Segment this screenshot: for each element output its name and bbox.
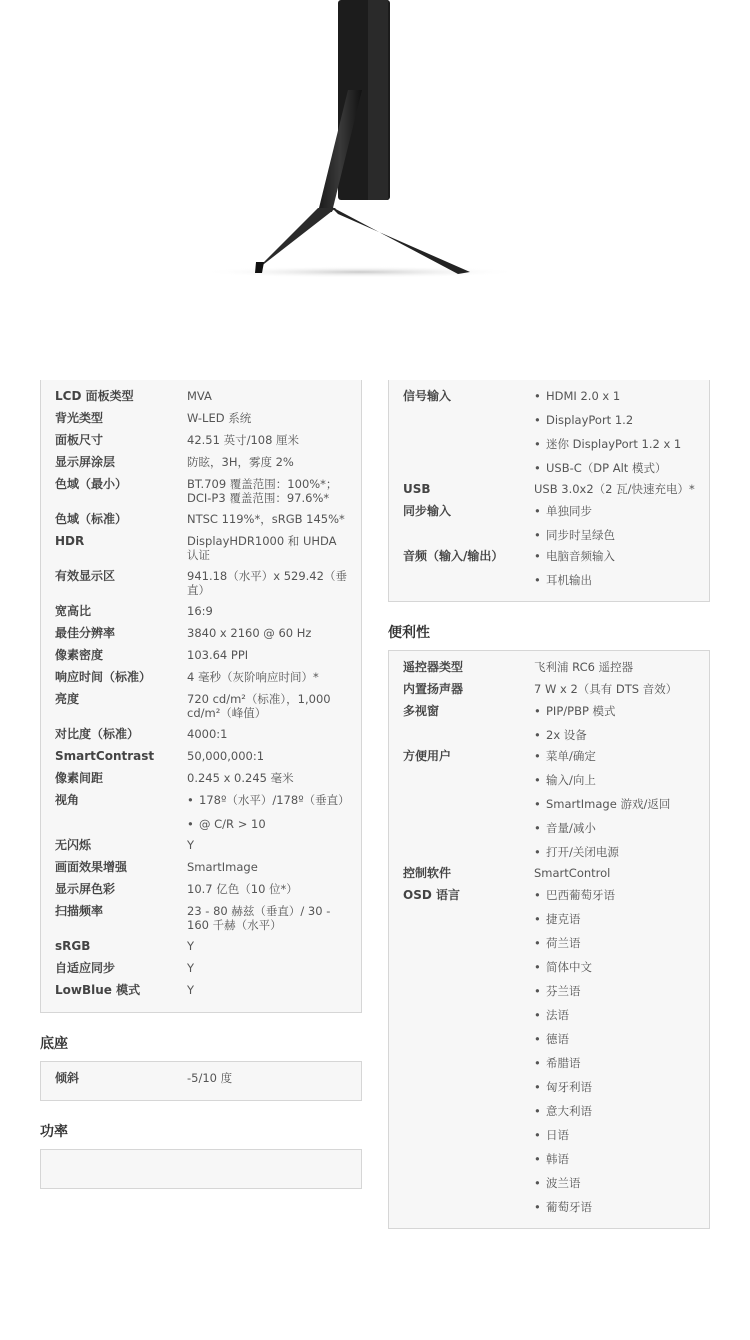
spec-row [41, 724, 361, 746]
spec-value: 720 cd/m²（标准），1,000 cd/m²（峰值） [187, 692, 331, 720]
spec-list-item: • 音量/减小 [534, 821, 696, 835]
spec-list-item: • 韩语 [534, 1152, 696, 1166]
spec-label: 对比度（标准） [55, 727, 140, 741]
stand-section-title: 底座 [40, 1036, 68, 1052]
spec-row [41, 980, 361, 1002]
spec-list-item: • 日语 [534, 1128, 696, 1142]
spec-label: 宽高比 [55, 604, 92, 618]
spec-list-item: • USB-C（DP Alt 模式） [534, 461, 696, 475]
spec-row [41, 452, 361, 474]
spec-row [41, 623, 361, 645]
spec-row [389, 479, 709, 501]
product-image [0, 0, 750, 380]
spec-row [41, 835, 361, 857]
spec-label: 亮度 [55, 692, 80, 706]
spec-list-item: • 法语 [534, 1008, 696, 1022]
spec-row [41, 408, 361, 430]
spec-label: 最佳分辨率 [55, 626, 116, 640]
spec-label: 控制软件 [403, 866, 452, 880]
spec-label: 倾斜 [55, 1071, 80, 1085]
spec-value: 23 - 80 赫兹（垂直）/ 30 - 160 千赫（水平） [187, 904, 331, 932]
spec-row [41, 790, 361, 835]
spec-label: 背光类型 [55, 411, 104, 425]
spec-label: 自适应同步 [55, 961, 116, 975]
spec-label: 无闪烁 [55, 838, 92, 852]
spec-value: W-LED 系统 [187, 411, 252, 425]
spec-row [41, 879, 361, 901]
spec-row [41, 601, 361, 623]
power-spec-panel [40, 1149, 362, 1189]
spec-label: 扫描频率 [55, 904, 104, 918]
spec-row [41, 901, 361, 936]
spec-list-item: • 打开/关闭电源 [534, 845, 696, 859]
spec-row [389, 546, 709, 591]
spec-row [389, 679, 709, 701]
spec-label: sRGB [55, 939, 91, 953]
spec-row [41, 645, 361, 667]
spec-label: HDR [55, 534, 85, 548]
spec-list-item: • 葡萄牙语 [534, 1200, 696, 1214]
spec-label: OSD 语言 [403, 888, 460, 902]
spec-value [534, 389, 696, 475]
spec-label: 显示屏涂层 [55, 455, 116, 469]
spec-list-item: • 匈牙利语 [534, 1080, 696, 1094]
spec-label: 像素间距 [55, 771, 104, 785]
spec-row [41, 768, 361, 790]
convenience-section-title: 便利性 [388, 625, 430, 641]
spec-row [41, 958, 361, 980]
spec-label: 遥控器类型 [403, 660, 464, 674]
spec-row [41, 857, 361, 879]
spec-value: NTSC 119%*，sRGB 145%* [187, 512, 345, 526]
spec-value: 4 毫秒（灰阶响应时间）* [187, 670, 319, 684]
spec-list-item: • HDMI 2.0 x 1 [534, 389, 696, 403]
spec-list-item: • 同步时呈绿色 [534, 528, 696, 542]
spec-list-item: • 捷克语 [534, 912, 696, 926]
spec-row [389, 746, 709, 863]
spec-value: 飞利浦 RC6 遥控器 [534, 660, 634, 674]
spec-label: 画面效果增强 [55, 860, 128, 874]
spec-label: LCD 面板类型 [55, 389, 134, 403]
spec-value: 4000:1 [187, 727, 228, 741]
spec-value: Y [187, 961, 195, 975]
spec-label: 显示屏色彩 [55, 882, 116, 896]
spec-row [389, 863, 709, 885]
spec-value [534, 749, 696, 859]
spec-value [534, 888, 696, 1214]
spec-row [41, 531, 361, 566]
spec-label: LowBlue 模式 [55, 983, 141, 997]
spec-list-item: • PIP/PBP 模式 [534, 704, 696, 718]
spec-label: 像素密度 [55, 648, 104, 662]
stand-spec-panel [40, 1061, 362, 1101]
spec-value: 10.7 亿色（10 位*） [187, 882, 298, 896]
spec-value: 7 W x 2（具有 DTS 音效） [534, 682, 678, 696]
spec-label: 内置扬声器 [403, 682, 464, 696]
spec-value [534, 504, 696, 542]
spec-list-item: • 简体中文 [534, 960, 696, 974]
spec-row [389, 386, 709, 479]
spec-value: 防眩，3H，雾度 2% [187, 455, 294, 469]
spec-list-item: • 希腊语 [534, 1056, 696, 1070]
spec-value [534, 704, 696, 742]
spec-value: Y [187, 838, 195, 852]
power-section-title: 功率 [40, 1124, 68, 1140]
spec-list-item: • SmartImage 游戏/返回 [534, 797, 696, 811]
spec-value: 42.51 英寸/108 厘米 [187, 433, 300, 447]
spec-row [41, 430, 361, 452]
spec-list-item: • 巴西葡萄牙语 [534, 888, 696, 902]
spec-value: USB 3.0x2（2 瓦/快速充电）* [534, 482, 695, 496]
spec-value: 0.245 x 0.245 毫米 [187, 771, 294, 785]
spec-value: BT.709 覆盖范围：100%*；DCI-P3 覆盖范围：97.6%* [187, 477, 338, 505]
spec-value: 941.18（水平）x 529.42（垂直） [187, 569, 347, 597]
spec-list-item: • 单独同步 [534, 504, 696, 518]
spec-value: 50,000,000:1 [187, 749, 265, 763]
left-column [40, 380, 362, 1189]
spec-list-item: • 荷兰语 [534, 936, 696, 950]
spec-value [187, 793, 350, 831]
display-spec-panel [40, 380, 362, 1013]
spec-row [41, 386, 361, 408]
spec-list-item: • DisplayPort 1.2 [534, 413, 696, 427]
spec-label: 多视窗 [403, 704, 440, 718]
spec-list-item: • 意大利语 [534, 1104, 696, 1118]
spec-label: 方便用户 [403, 749, 452, 763]
spec-list-item: • 迷你 DisplayPort 1.2 x 1 [534, 437, 696, 451]
spec-list-item: • 耳机输出 [534, 573, 696, 587]
spec-list-item: • 2x 设备 [534, 728, 696, 742]
spec-label: USB [403, 482, 431, 496]
spec-row [389, 701, 709, 746]
spec-label: 信号输入 [403, 389, 452, 403]
spec-value: 3840 x 2160 @ 60 Hz [187, 626, 312, 640]
spec-value: Y [187, 983, 195, 997]
convenience-spec-panel [388, 650, 710, 1229]
spec-value [534, 549, 696, 587]
spec-row [41, 689, 361, 724]
spec-value: DisplayHDR1000 和 UHDA 认证 [187, 534, 337, 562]
spec-label: SmartContrast [55, 749, 155, 763]
spec-value: 16:9 [187, 604, 213, 618]
spec-value: SmartControl [534, 866, 611, 880]
spec-row [41, 936, 361, 958]
spec-value: Y [187, 939, 195, 953]
spec-list-item: • 菜单/确定 [534, 749, 696, 763]
right-column [388, 380, 710, 1229]
spec-value: -5/10 度 [187, 1071, 233, 1085]
spec-label: 色域（标准） [55, 512, 128, 526]
spec-row [41, 746, 361, 768]
spec-row [389, 657, 709, 679]
spec-label: 有效显示区 [55, 569, 116, 583]
spec-label: 色域（最小） [55, 477, 128, 491]
spec-row [41, 566, 361, 601]
connectivity-spec-panel [388, 380, 710, 602]
spec-list-item: • 输入/向上 [534, 773, 696, 787]
spec-row [41, 667, 361, 689]
spec-label: 面板尺寸 [55, 433, 104, 447]
spec-label: 音频（输入/输出） [403, 549, 504, 563]
spec-label: 视角 [55, 793, 80, 807]
spec-value: SmartImage [187, 860, 258, 874]
spec-value: 103.64 PPI [187, 648, 249, 662]
spec-row [41, 474, 361, 509]
spec-label: 响应时间（标准） [55, 670, 152, 684]
spec-list-item: • 电脑音频输入 [534, 549, 696, 563]
spec-row [389, 885, 709, 1218]
spec-list-item: • 芬兰语 [534, 984, 696, 998]
spec-list-item: • 波兰语 [534, 1176, 696, 1190]
spec-list-item: • 178º（水平）/178º（垂直） [187, 793, 347, 807]
spec-list-item: • @ C/R > 10 [187, 817, 347, 831]
spec-row [41, 509, 361, 531]
spec-row [389, 501, 709, 546]
spec-row [41, 1068, 361, 1090]
monitor-stand-illustration [0, 0, 750, 380]
spec-list-item: • 德语 [534, 1032, 696, 1046]
spec-value: MVA [187, 389, 212, 403]
spec-label: 同步输入 [403, 504, 452, 518]
